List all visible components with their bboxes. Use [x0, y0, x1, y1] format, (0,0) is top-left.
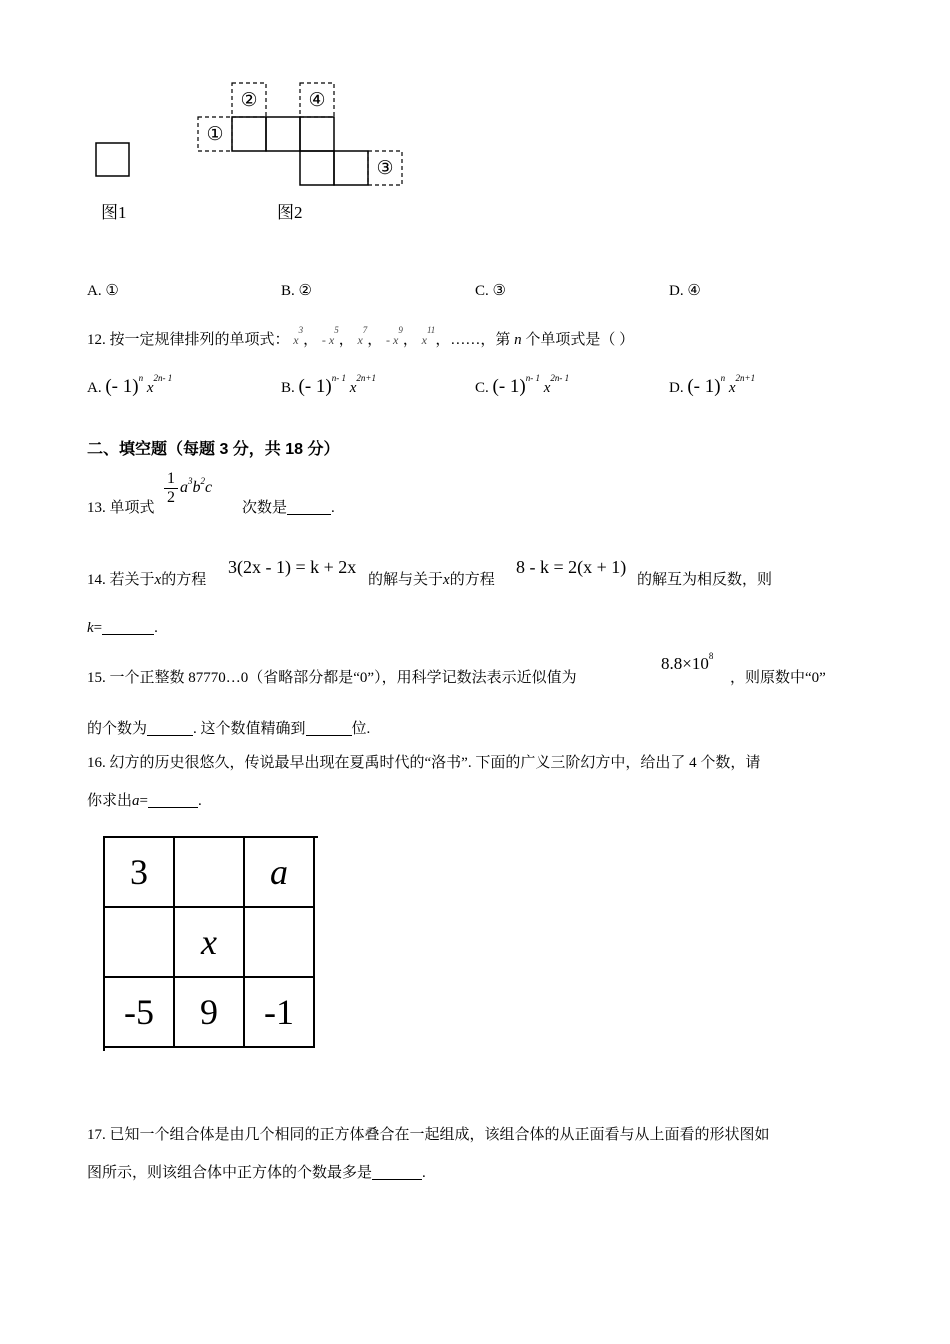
- q15-line1: 15. 一个正整数 87770…0（省略部分都是“0”），用科学记数法表示近似值为: [87, 670, 577, 686]
- marker-4: ④: [308, 89, 326, 111]
- fig1-label: 图1: [101, 203, 127, 222]
- q16-answer-blank[interactable]: [148, 793, 198, 808]
- q12-option-d[interactable]: D. (- 1)$^n$ $x^{2n+1}$: [669, 373, 756, 397]
- q15-blank-1[interactable]: [147, 721, 193, 736]
- magic-cell: x: [175, 908, 245, 978]
- magic-cell: [175, 838, 245, 908]
- q12-option-a[interactable]: A. (- 1)$^n$ $x^{2n- 1}$: [87, 373, 173, 397]
- q14-line1b: 的解与关于x的方程: [368, 572, 495, 588]
- q14-line2: k= .: [87, 620, 158, 636]
- magic-cell: -1: [245, 978, 315, 1048]
- magic-cell: -5: [105, 978, 175, 1048]
- q14-tail: 的解互为相反数，则: [637, 572, 773, 588]
- q15-sci: $8.8\times 10^8$: [661, 651, 714, 673]
- marker-1: ①: [206, 123, 224, 145]
- marker-3: ③: [376, 157, 394, 179]
- q16-line1: 16. 幻方的历史很悠久，传说最早出现在夏禹时代的“洛书”. 下面的广义三阶幻方中，给出了 4 个数，请: [87, 755, 761, 771]
- fig1-square: [96, 143, 129, 176]
- q13-suffix: 次数是 .: [242, 500, 335, 516]
- q11-option-b[interactable]: B. ②: [281, 283, 312, 299]
- cube-net-figure: [90, 75, 420, 195]
- q14-equation2: 8 - k = 2(x + 1): [516, 557, 627, 577]
- q15-blank-2[interactable]: [306, 721, 352, 736]
- q11-option-c[interactable]: C. ③: [475, 283, 506, 299]
- q16-line2: 你求出a= .: [87, 793, 202, 809]
- q14-answer-blank[interactable]: [102, 620, 154, 635]
- q17-line2: 图所示，则该组合体中正方体的个数最多是 .: [87, 1165, 426, 1181]
- q13-monomial: $a^3b^2c$: [180, 476, 213, 496]
- q12-stem: 12. 按一定规律排列的单项式： $x^3$， - $x^5$， $x^7$， - $x^9$， $x^{11}$，……，第 n 个单项式是（ ）: [87, 325, 635, 348]
- magic-square: [103, 836, 318, 1051]
- q11-option-d[interactable]: D. ④: [669, 283, 701, 299]
- q17-line1: 17. 已知一个组合体是由几个相同的正方体叠合在一起组成，该组合体的从正面看与从上面看的形状图如: [87, 1127, 770, 1143]
- q15-line2: 的个数为 . 这个数值精确到 位.: [87, 721, 371, 737]
- q13-answer-blank[interactable]: [287, 500, 331, 515]
- q17-answer-blank[interactable]: [372, 1165, 422, 1180]
- magic-cell: 3: [105, 838, 175, 908]
- magic-cell: a: [245, 838, 315, 908]
- net-square: [266, 117, 300, 151]
- net-square: [334, 151, 368, 185]
- marker-2: ②: [240, 89, 258, 111]
- q15-line1-tail: ，则原数中“0”: [730, 670, 826, 686]
- net-square: [300, 117, 334, 151]
- q13-prefix: 13. 单项式: [87, 500, 155, 516]
- q12-option-c[interactable]: C. (- 1)$^{n- 1}$ $x^{2n- 1}$: [475, 373, 570, 397]
- magic-cell: [245, 908, 315, 978]
- q11-option-a[interactable]: A. ①: [87, 283, 119, 299]
- q14-line1: 14. 若关于x的方程: [87, 572, 207, 588]
- magic-cell: 9: [175, 978, 245, 1048]
- section-title: 二、填空题（每题 3 分，共 18 分）: [87, 441, 340, 458]
- q14-equation1: 3(2x - 1) = k + 2x: [228, 557, 357, 577]
- q12-option-b[interactable]: B. (- 1)$^{n- 1}$ $x^{2n+1}$: [281, 373, 376, 397]
- net-square: [300, 151, 334, 185]
- fig2-label: 图2: [277, 203, 303, 222]
- net-square: [232, 117, 266, 151]
- magic-cell: [105, 908, 175, 978]
- q13-fraction: 1 2: [164, 470, 178, 507]
